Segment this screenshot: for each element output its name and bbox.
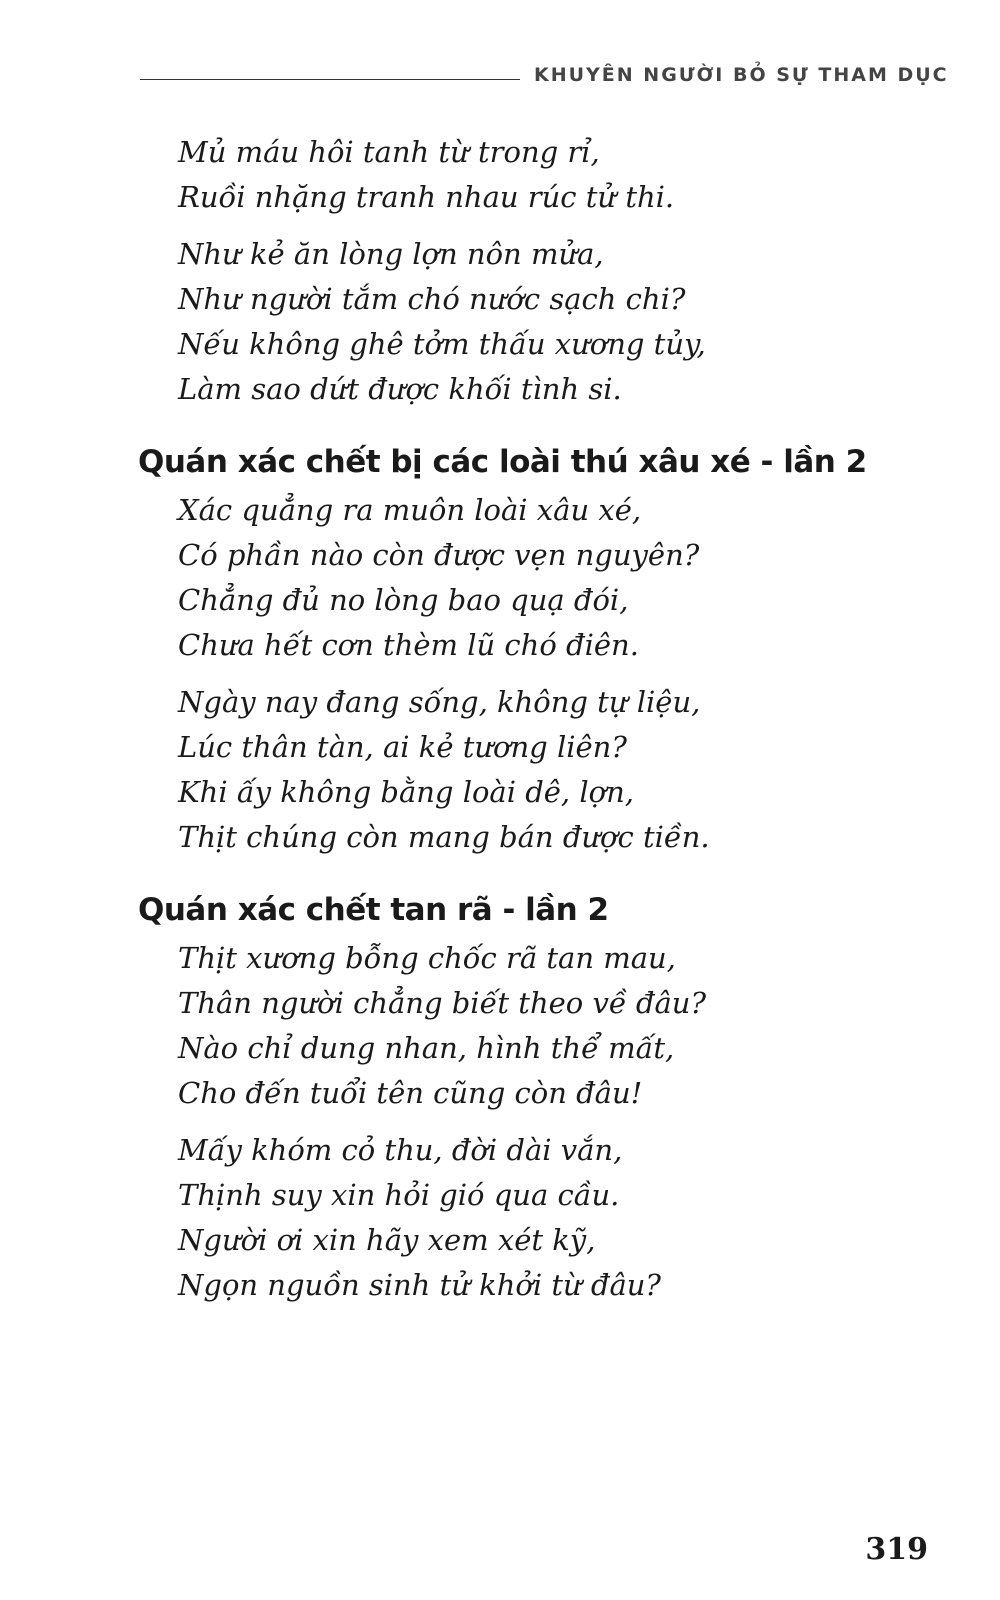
verse-line: Thân người chẳng biết theo về đâu? xyxy=(178,986,706,1020)
page-content xyxy=(138,130,938,1320)
stanza xyxy=(178,488,938,668)
running-header xyxy=(140,60,949,86)
verse-line: Xác quẳng ra muôn loài xâu xé, xyxy=(178,493,642,527)
verse-line: Như người tắm chó nước sạch chi? xyxy=(178,282,686,316)
stanza xyxy=(178,1128,938,1308)
verse-line: Khi ấy không bằng loài dê, lợn, xyxy=(178,775,634,809)
verse-line: Như kẻ ăn lòng lợn nôn mửa, xyxy=(178,237,604,271)
verse-line: Ngọn nguồn sinh tử khởi từ đâu? xyxy=(178,1268,661,1302)
verse-line: Thịt xương bỗng chốc rã tan mau, xyxy=(178,941,676,975)
verse-line: Ruồi nhặng tranh nhau rúc tử thi. xyxy=(178,180,675,214)
stanza xyxy=(178,936,938,1116)
verse-line: Chưa hết cơn thèm lũ chó điên. xyxy=(178,628,639,662)
section-heading: Quán xác chết tan rã - lần 2 xyxy=(138,892,609,928)
verse-line: Cho đến tuổi tên cũng còn đâu! xyxy=(178,1076,643,1110)
verse-line: Người ơi xin hãy xem xét kỹ, xyxy=(178,1223,596,1257)
verse-line: Thịt chúng còn mang bán được tiền. xyxy=(178,820,710,854)
header-rule xyxy=(140,79,520,80)
verse-line: Nào chỉ dung nhan, hình thể mất, xyxy=(178,1031,675,1065)
verse-line: Thịnh suy xin hỏi gió qua cầu. xyxy=(178,1178,620,1212)
running-head-title: KHUYÊN NGƯỜI BỎ SỰ THAM DỤC xyxy=(534,64,949,86)
verse-line: Nếu không ghê tởm thấu xương tủy, xyxy=(178,327,706,361)
stanza xyxy=(178,130,938,220)
stanza xyxy=(178,232,938,412)
stanza xyxy=(178,680,938,860)
verse-line: Làm sao dứt được khối tình si. xyxy=(178,372,622,406)
verse-line: Ngày nay đang sống, không tự liệu, xyxy=(178,685,701,719)
verse-line: Lúc thân tàn, ai kẻ tương liên? xyxy=(178,730,627,764)
section-heading: Quán xác chết bị các loài thú xâu xé - lần 2 xyxy=(138,444,867,480)
verse-line: Mấy khóm cỏ thu, đời dài vắn, xyxy=(178,1133,623,1167)
verse-line: Mủ máu hôi tanh từ trong rỉ, xyxy=(178,135,600,169)
verse-line: Có phần nào còn được vẹn nguyên? xyxy=(178,538,700,572)
verse-line: Chẳng đủ no lòng bao quạ đói, xyxy=(178,583,629,617)
page-number: 319 xyxy=(865,1532,928,1567)
